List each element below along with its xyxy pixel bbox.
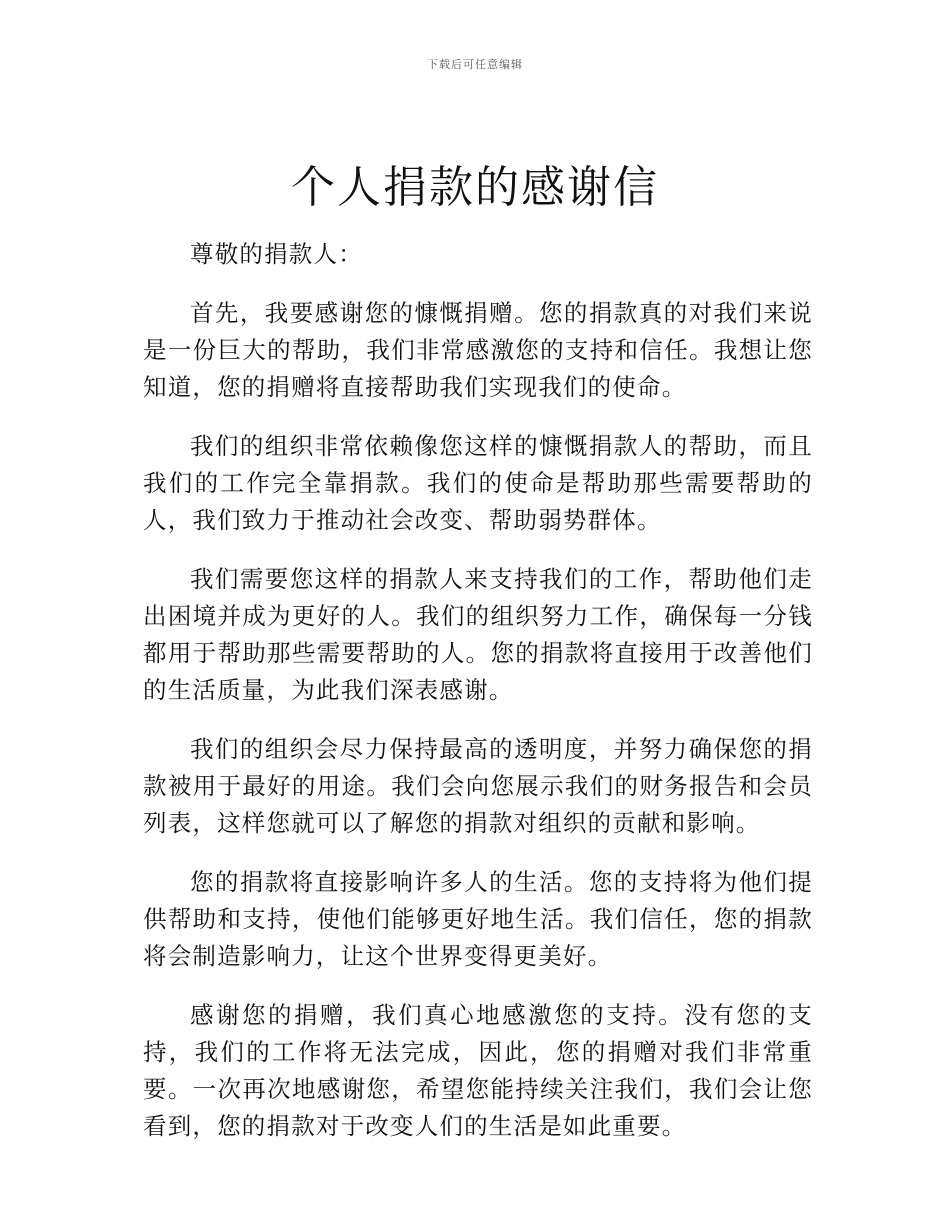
- salutation: 尊敬的捐款人：: [190, 240, 363, 268]
- paragraph-4: 我们的组织会尽力保持最高的透明度，并努力确保您的捐款被用于最好的用途。我们会向您展示我们的财务报告和会员列表，这样您就可以了解您的捐款对组织的贡献和影响。: [143, 735, 813, 837]
- paragraph-1: 首先，我要感谢您的慷慨捐赠。您的捐款真的对我们来说是一份巨大的帮助，我们非常感激您的支持和信任。我想让您知道，您的捐赠将直接帮助我们实现我们的使命。: [143, 299, 813, 401]
- paragraph-3: 我们需要您这样的捐款人来支持我们的工作，帮助他们走出困境并成为更好的人。我们的组织努力工作，确保每一分钱都用于帮助那些需要帮助的人。您的捐款将直接用于改善他们的生活质量，为此我们深表感谢。: [143, 565, 813, 704]
- paragraph-2: 我们的组织非常依赖像您这样的慷慨捐款人的帮助，而且我们的工作完全靠捐款。我们的使命是帮助那些需要帮助的人，我们致力于推动社会改变、帮助弱势群体。: [143, 432, 813, 534]
- document-title: 个人捐款的感谢信: [291, 162, 659, 213]
- document-body: [143, 236, 813, 1167]
- page-header-note: 下载后可任意编辑: [427, 58, 523, 71]
- paragraph-6: 感谢您的捐赠，我们真心地感激您的支持。没有您的支持，我们的工作将无法完成，因此，您的捐赠对我们非常重要。一次再次地感谢您，希望您能持续关注我们，我们会让您看到，您的捐款对于改变人们的生活是如此重要。: [143, 1001, 813, 1140]
- paragraph-5: 您的捐款将直接影响许多人的生活。您的支持将为他们提供帮助和支持，使他们能够更好地生活。我们信任，您的捐款将会制造影响力，让这个世界变得更美好。: [143, 868, 813, 970]
